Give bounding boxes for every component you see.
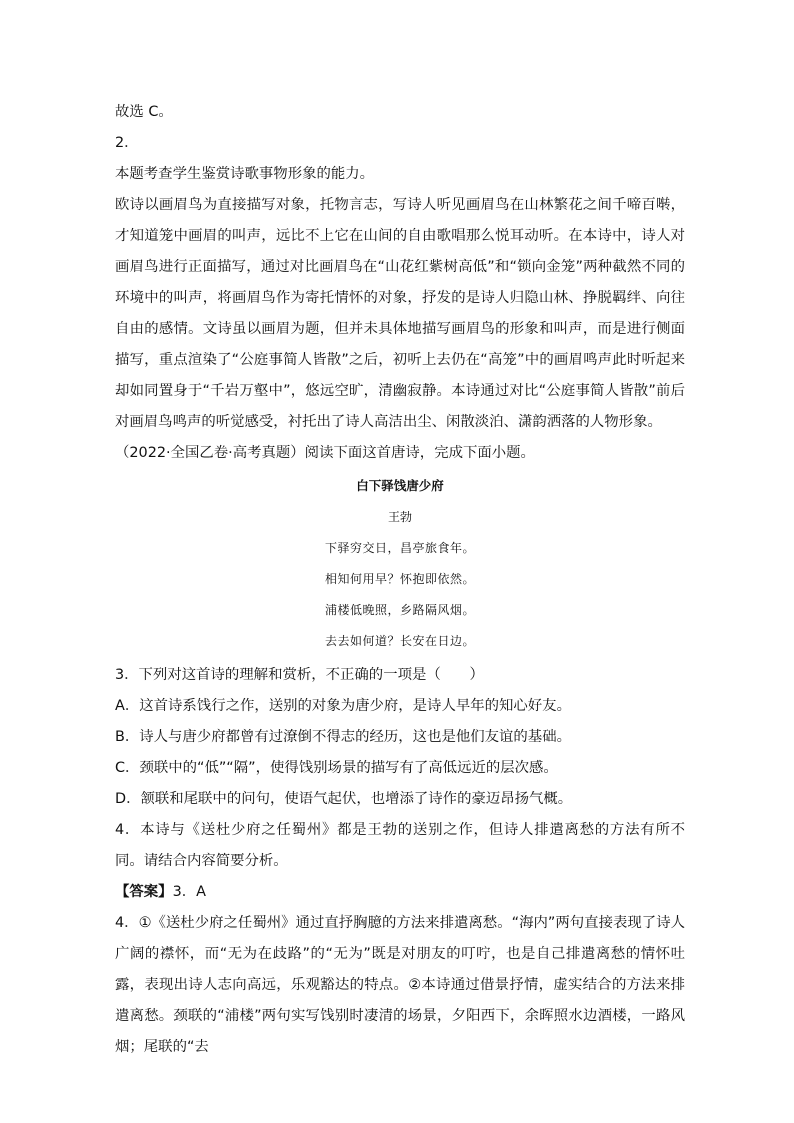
- poem-line: 去去如何道？长安在日边。: [324, 634, 475, 648]
- poem-line: 下驿穷交日，昌亭旅食年。: [324, 541, 475, 555]
- option-c: C．颈联中的“低”“隔”，使得饯别场景的描写有了高低远近的层次感。: [115, 760, 558, 776]
- top-text-block: [115, 97, 685, 469]
- question-source: （2022·全国乙卷·高考真题）阅读下面这首唐诗，完成下面小题。: [115, 445, 535, 461]
- option-a: A．这首诗系饯行之作，送别的对象为唐少府，是诗人早年的知心好友。: [115, 698, 571, 714]
- poem-line: 浦楼低晚照，乡路隔风烟。: [324, 603, 475, 617]
- question-number: 2．: [115, 135, 139, 151]
- poem-title: 白下驿饯唐少府: [356, 478, 444, 493]
- answer-label: 【答案】: [115, 884, 173, 900]
- poem-line: 相知何用早？怀抱即依然。: [324, 572, 475, 586]
- analysis-paragraph: 欧诗以画眉鸟为直接描写对象，托物言志，写诗人听见画眉鸟在山林繁花之间千啼百啭，才知道笼中画眉的叫声，远比不上它在山间的自由歌唱那么悦耳动听。在本诗中，诗人对画眉鸟进行正面描写，通过对比画眉鸟在“山花红紫树高低”和“锁向金笼”两种截然不同的环境中的叫声，将画眉鸟作为寄托情怀的对象，抒发的是诗人归隐山林、挣脱羁绊、向往自由的感情。文诗虽以画眉为题，但并未具体地描写画眉鸟的形象和叫声，而是进行侧面描写，重点渲染了“公庭事简人皆散”之后，初听上去仍在“高笼”中的画眉鸣声此时听起来却如同置身于“千岩万壑中”，悠远空旷，清幽寂静。本诗通过对比“公庭事简人皆散”前后对画眉鸟鸣声的听觉感受，衬托出了诗人高洁出尘、闲散淡泊、潇韵洒落的人物形象。: [115, 197, 685, 430]
- option-d: D．颔联和尾联中的问句，使语气起伏，也增添了诗作的豪迈昂扬气概。: [115, 791, 573, 807]
- analysis-intro: 本题考查学生鉴赏诗歌事物形象的能力。: [115, 166, 375, 182]
- answer-line: [115, 877, 685, 908]
- poem-block: [115, 476, 685, 651]
- question-4: 4．本诗与《送杜少府之任蜀州》都是王勃的送别之作，但诗人排遣离愁的方法有所不同。请结合内容简要分析。: [115, 822, 685, 869]
- questions-block: [115, 660, 685, 1063]
- poem-author: 王勃: [387, 510, 412, 524]
- option-b: B．诗人与唐少府都曾有过潦倒不得志的经历，这也是他们友谊的基础。: [115, 729, 571, 745]
- answer-text: 3．A: [172, 884, 206, 900]
- answer-choice-line: 故选 C。: [115, 104, 173, 120]
- question-3: 3．下列对这首诗的理解和赏析，不正确的一项是（ ）: [115, 667, 484, 683]
- answer-analysis: 4．①《送杜少府之任蜀州》通过直抒胸臆的方法来排遣离愁。“海内”两句直接表现了诗人广阔的襟怀，而“无为在歧路”的“无为”既是对朋友的叮咛，也是自己排遣离愁的情怀吐露，表现出诗人志向高远，乐观豁达的特点。②本诗通过借景抒情，虚实结合的方法来排遣离愁。颈联的“浦楼”两句实写饯别时凄清的场景，夕阳西下，余晖照水边酒楼，一路风烟；尾联的“去: [115, 915, 685, 1055]
